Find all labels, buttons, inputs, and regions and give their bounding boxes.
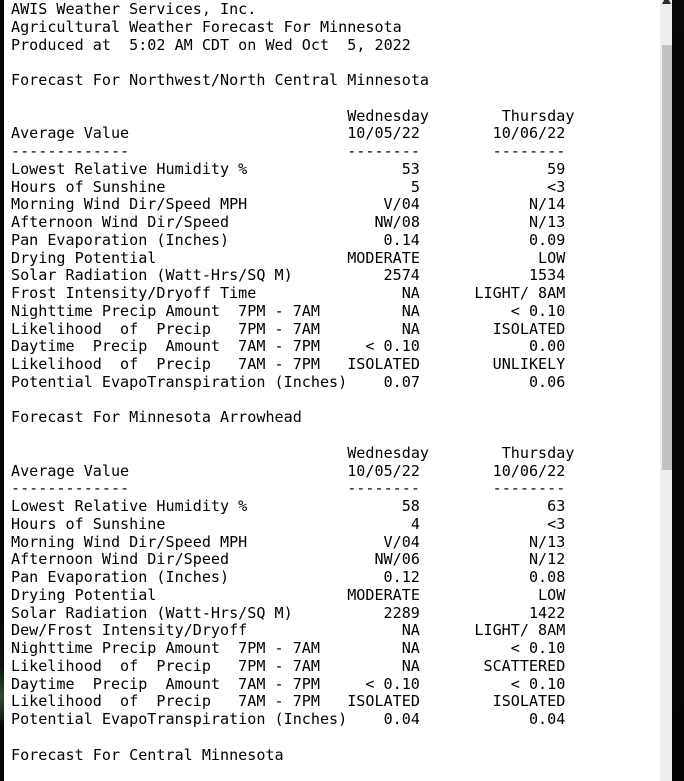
blank-line bbox=[11, 90, 660, 108]
row-label: Pan Evaporation (Inches) bbox=[11, 568, 230, 586]
table-row bbox=[11, 587, 660, 605]
table-row bbox=[11, 498, 660, 516]
row-value-day2: 0.08 bbox=[528, 568, 566, 586]
value-underline: -------- bbox=[347, 142, 420, 160]
header-text: AWIS Weather Services, Inc. bbox=[11, 0, 257, 18]
row-value-day1: 4 bbox=[410, 514, 420, 533]
row-value-day1: < 0.10 bbox=[365, 337, 420, 356]
table-row bbox=[11, 711, 660, 729]
row-value-day1: 53 bbox=[401, 159, 420, 178]
row-label: Lowest Relative Humidity % bbox=[11, 497, 248, 515]
row-value-day1: NW/08 bbox=[374, 213, 420, 231]
desktop-background-right bbox=[672, 0, 684, 781]
table-row bbox=[11, 267, 660, 285]
row-label: Morning Wind Dir/Speed MPH bbox=[11, 195, 248, 214]
row-label-spacer bbox=[11, 445, 347, 463]
row-value-day2: 59 bbox=[547, 159, 566, 178]
table-row bbox=[11, 374, 660, 392]
row-label: Lowest Relative Humidity % bbox=[11, 159, 248, 178]
row-label: Solar Radiation (Watt-Hrs/SQ M) bbox=[11, 266, 293, 285]
row-value-day1: V/04 bbox=[383, 532, 420, 551]
row-value-day2: <3 bbox=[547, 514, 566, 533]
row-value-day1: NA bbox=[401, 656, 420, 675]
column-day2-date: 10/06/22 bbox=[492, 124, 566, 143]
blank-line bbox=[11, 54, 660, 72]
table-row bbox=[11, 605, 660, 623]
row-label: Hours of Sunshine bbox=[11, 514, 166, 533]
table-row bbox=[11, 569, 660, 587]
table-header-row bbox=[11, 463, 660, 481]
row-value-day2: < 0.10 bbox=[510, 639, 566, 657]
table-row bbox=[11, 161, 660, 179]
row-value-day2: 1534 bbox=[528, 266, 566, 285]
row-label: Nighttime Precip Amount 7PM - 7AM bbox=[11, 639, 320, 657]
row-value-day2: N/14 bbox=[528, 195, 566, 214]
row-value-day2: 1422 bbox=[528, 603, 566, 622]
table-row bbox=[11, 356, 660, 374]
weather-report-text bbox=[11, 1, 660, 764]
document-viewport[interactable] bbox=[4, 0, 660, 781]
row-value-day2: < 0.10 bbox=[510, 674, 566, 693]
row-value-day2: UNLIKELY bbox=[492, 355, 566, 373]
section-title-text: Forecast For Northwest/North Central Minnesota bbox=[11, 71, 430, 89]
row-value-day1: 5 bbox=[410, 177, 420, 196]
row-label: Drying Potential bbox=[11, 248, 157, 267]
column-day1-date: 10/05/22 bbox=[347, 461, 420, 480]
row-value-day2: SCATTERED bbox=[483, 656, 566, 675]
header-text: Produced at 5:02 AM CDT on Wed Oct 5, 2022 bbox=[11, 35, 411, 54]
table-header-row bbox=[11, 125, 660, 143]
section-title-text: Forecast For Minnesota Arrowhead bbox=[11, 408, 302, 427]
section-title-text: Forecast For Central Minnesota bbox=[11, 745, 284, 764]
row-label: Potential EvapoTranspiration (Inches) bbox=[11, 710, 348, 728]
column-day1-name: Wednesday bbox=[347, 443, 430, 462]
row-value-day2: 0.06 bbox=[528, 372, 566, 391]
row-value-day1: NA bbox=[401, 301, 420, 320]
row-label: Likelihood of Precip 7AM - 7PM bbox=[11, 355, 320, 373]
label-underline: ------------- bbox=[11, 142, 130, 160]
label-underline: ------------- bbox=[11, 479, 130, 498]
value-underline: -------- bbox=[492, 479, 566, 498]
row-value-day2: 0.00 bbox=[528, 337, 566, 356]
row-value-day2: LOW bbox=[538, 585, 566, 604]
table-row bbox=[11, 285, 660, 303]
row-label: Likelihood of Precip 7AM - 7PM bbox=[11, 692, 320, 711]
table-row bbox=[11, 534, 660, 552]
row-label-header: Average Value bbox=[11, 124, 130, 143]
desktop-background-left bbox=[0, 0, 4, 781]
table-row bbox=[11, 179, 660, 197]
column-day1-date: 10/05/22 bbox=[347, 124, 420, 143]
row-value-day1: 2574 bbox=[383, 266, 420, 285]
table-row bbox=[11, 338, 660, 356]
table-row bbox=[11, 321, 660, 339]
vertical-scrollbar-thumb[interactable] bbox=[662, 45, 672, 470]
row-label: Likelihood of Precip 7PM - 7AM bbox=[11, 656, 320, 675]
row-label: Morning Wind Dir/Speed MPH bbox=[11, 532, 248, 551]
row-value-day2: N/12 bbox=[528, 550, 566, 569]
row-value-day1: 0.07 bbox=[383, 372, 420, 391]
row-value-day1: 2289 bbox=[383, 603, 420, 622]
row-value-day1: 0.12 bbox=[383, 568, 420, 586]
row-value-day1: 0.14 bbox=[383, 230, 420, 249]
row-value-day1: NW/06 bbox=[374, 550, 420, 569]
table-row bbox=[11, 196, 660, 214]
column-day2-name: Thursday bbox=[501, 443, 575, 462]
row-label: Afternoon Wind Dir/Speed bbox=[11, 213, 230, 231]
table-header-row bbox=[11, 445, 660, 463]
section-title bbox=[11, 747, 660, 765]
row-value-day2: 0.04 bbox=[528, 710, 566, 728]
row-value-day2: < 0.10 bbox=[510, 301, 566, 320]
row-value-day1: 0.04 bbox=[383, 710, 420, 728]
row-label: Frost Intensity/Dryoff Time bbox=[11, 284, 257, 302]
table-row bbox=[11, 658, 660, 676]
row-label: Potential EvapoTranspiration (Inches) bbox=[11, 372, 348, 391]
row-label: Hours of Sunshine bbox=[11, 177, 166, 196]
column-day1-name: Wednesday bbox=[347, 106, 430, 125]
blank-line bbox=[11, 427, 660, 445]
row-label: Likelihood of Precip 7PM - 7AM bbox=[11, 319, 320, 338]
header-text: Agricultural Weather Forecast For Minnesota bbox=[11, 17, 402, 36]
blank-line bbox=[11, 392, 660, 410]
row-label-spacer bbox=[11, 108, 347, 126]
row-value-day2: N/13 bbox=[528, 532, 566, 551]
table-row bbox=[11, 250, 660, 268]
row-value-day1: NA bbox=[401, 319, 420, 338]
row-label: Dew/Frost Intensity/Dryoff bbox=[11, 621, 248, 640]
row-value-day2: N/13 bbox=[528, 213, 566, 231]
row-value-day2: 0.09 bbox=[528, 230, 566, 249]
row-label-header: Average Value bbox=[11, 461, 130, 480]
table-row bbox=[11, 214, 660, 232]
table-row bbox=[11, 516, 660, 534]
row-value-day1: NA bbox=[401, 621, 420, 640]
row-value-day1: NA bbox=[401, 639, 420, 657]
row-value-day1: NA bbox=[401, 284, 420, 302]
section-title bbox=[11, 409, 660, 427]
row-value-day2: LOW bbox=[538, 248, 566, 267]
row-value-day1: MODERATE bbox=[347, 248, 420, 267]
row-value-day1: MODERATE bbox=[347, 585, 420, 604]
table-row bbox=[11, 303, 660, 321]
table-row bbox=[11, 640, 660, 658]
row-value-day2: 63 bbox=[547, 497, 566, 515]
table-row bbox=[11, 676, 660, 694]
scroll-up-arrow-icon[interactable] bbox=[662, 0, 671, 4]
row-value-day1: ISOLATED bbox=[347, 355, 420, 373]
table-row bbox=[11, 622, 660, 640]
row-label: Afternoon Wind Dir/Speed bbox=[11, 550, 230, 569]
value-underline: -------- bbox=[492, 142, 566, 160]
report-header-line bbox=[11, 37, 660, 55]
table-underline-row bbox=[11, 143, 660, 161]
row-value-day2: LIGHT/ 8AM bbox=[474, 284, 566, 302]
row-value-day2: ISOLATED bbox=[492, 692, 566, 711]
report-header-line bbox=[11, 1, 660, 19]
blank-line bbox=[11, 729, 660, 747]
table-underline-row bbox=[11, 480, 660, 498]
row-label: Nighttime Precip Amount 7PM - 7AM bbox=[11, 301, 320, 320]
vertical-scrollbar-track[interactable] bbox=[660, 0, 672, 781]
row-label: Pan Evaporation (Inches) bbox=[11, 230, 230, 249]
row-value-day2: <3 bbox=[547, 177, 566, 196]
table-row bbox=[11, 551, 660, 569]
row-value-day1: V/04 bbox=[383, 195, 420, 214]
row-value-day2: LIGHT/ 8AM bbox=[474, 621, 566, 640]
row-label: Drying Potential bbox=[11, 585, 157, 604]
table-header-row bbox=[11, 108, 660, 126]
column-day2-date: 10/06/22 bbox=[492, 461, 566, 480]
column-day2-name: Thursday bbox=[501, 106, 575, 125]
section-title bbox=[11, 72, 660, 90]
row-value-day2: ISOLATED bbox=[492, 319, 566, 338]
row-value-day1: < 0.10 bbox=[365, 674, 420, 693]
row-label: Daytime Precip Amount 7AM - 7PM bbox=[11, 337, 320, 356]
row-value-day1: 58 bbox=[401, 497, 420, 515]
table-row bbox=[11, 693, 660, 711]
row-label: Daytime Precip Amount 7AM - 7PM bbox=[11, 674, 320, 693]
report-header-line bbox=[11, 19, 660, 37]
row-value-day1: ISOLATED bbox=[347, 692, 420, 711]
row-label: Solar Radiation (Watt-Hrs/SQ M) bbox=[11, 603, 293, 622]
value-underline: -------- bbox=[347, 479, 420, 498]
table-row bbox=[11, 232, 660, 250]
